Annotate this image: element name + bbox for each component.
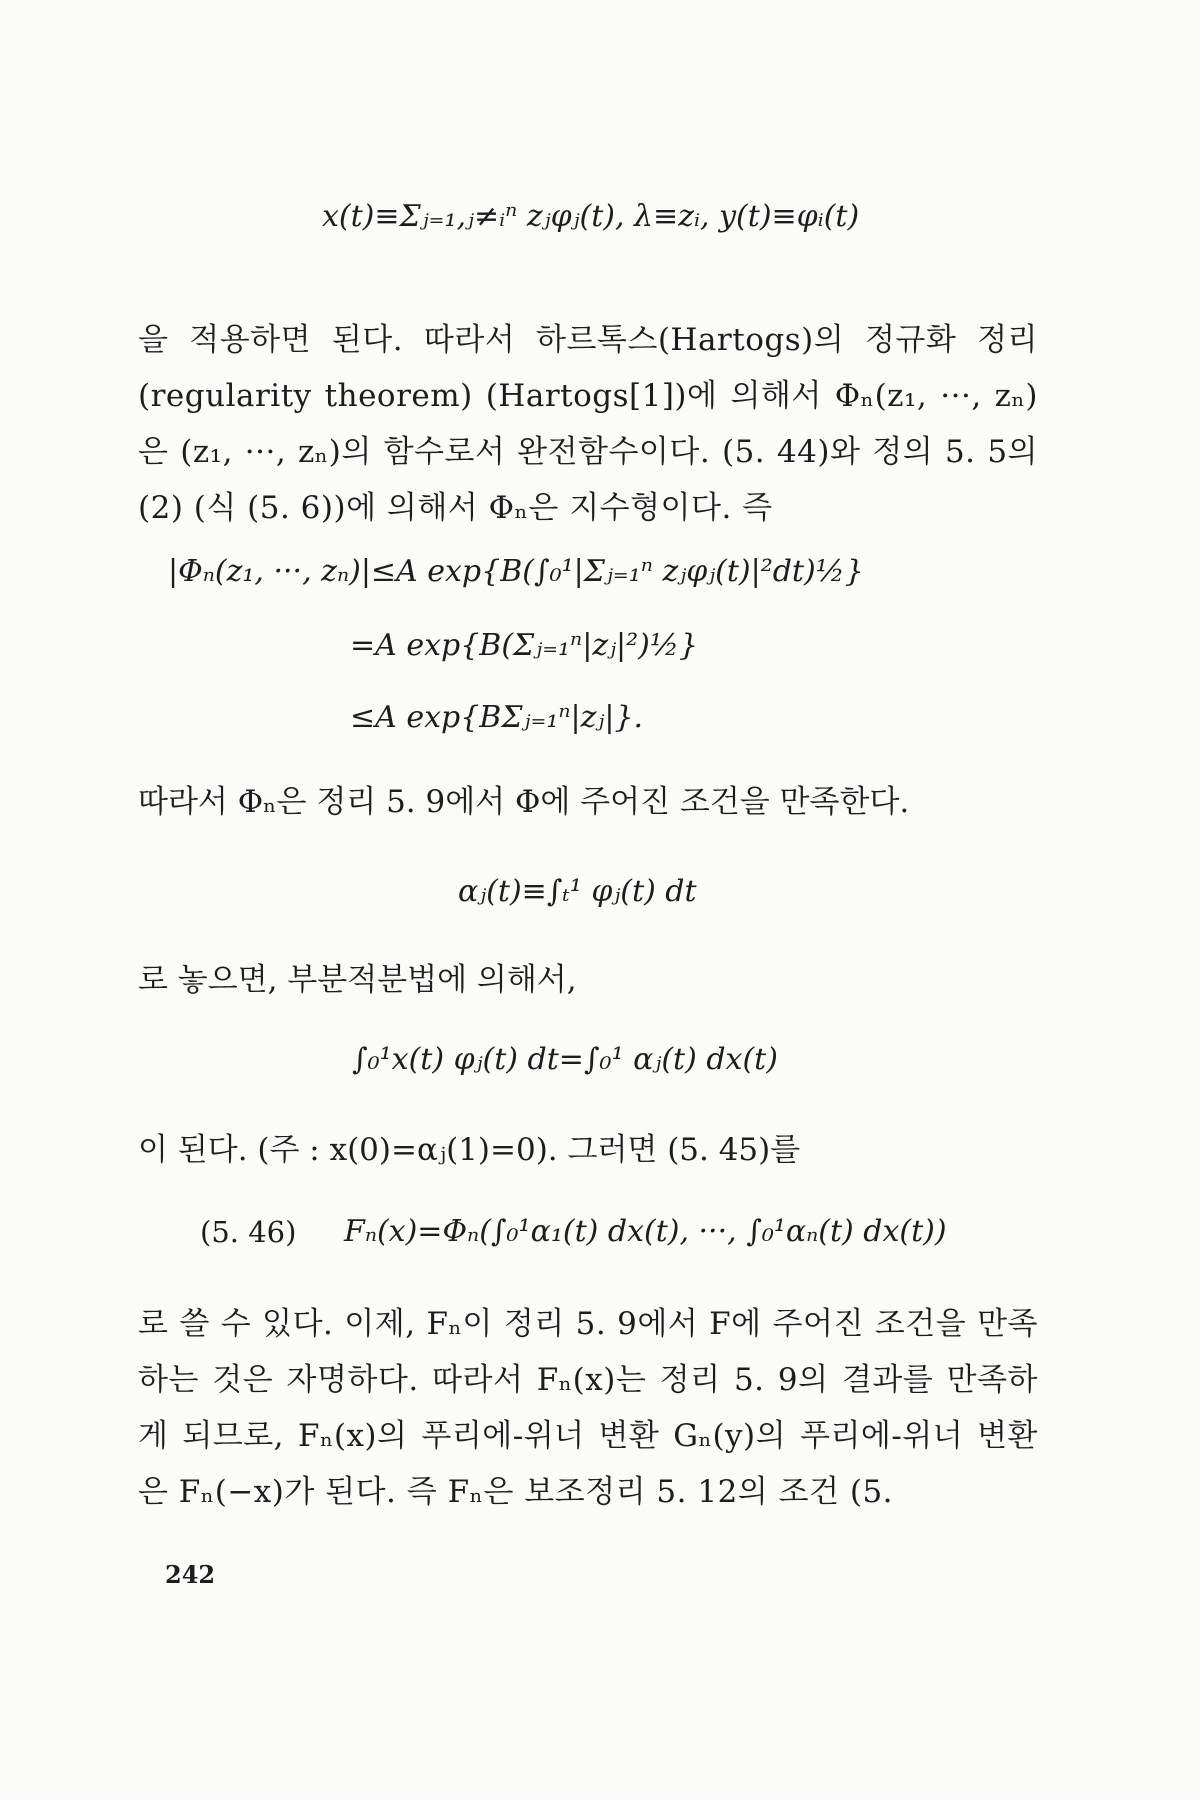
equation-5-46: Fₙ(x)=Φₙ(∫₀¹α₁(t) dx(t), ···, ∫₀¹αₙ(t) dx(t)) [344,1214,947,1249]
inequality-line-3: ≤A exp{BΣⱼ₌₁ⁿ|zⱼ|}. [350,700,644,735]
equation-integration-by-parts: ∫₀¹x(t) φⱼ(t) dt=∫₀¹ αⱼ(t) dx(t) [352,1042,778,1077]
equation-number-5-46: (5. 46) [200,1215,297,1249]
inequality-line-2: =A exp{B(Σⱼ₌₁ⁿ|zⱼ|²)½} [350,628,699,663]
equation-x-definition: x(t)≡Σⱼ₌₁,ⱼ≠ᵢⁿ zⱼφⱼ(t), λ≡zᵢ, y(t)≡φᵢ(t) [322,199,860,234]
paragraph-rewrite-545: 이 된다. (주 : x(0)=αⱼ(1)=0). 그러면 (5. 45)를 [138,1132,801,1168]
equation-alpha-definition: αⱼ(t)≡∫ₜ¹ φⱼ(t) dt [458,874,697,909]
paragraph-hartogs-theorem: 을 적용하면 된다. 따라서 하르톡스(Hartogs)의 정규화 정리 (regularity theorem) (Hartogs[1])에 의해서 Φₙ(z₁, ···, zₙ)은 (z₁, ···, zₙ)의 함수로서 완전함수이다. (5. 44)와 정의 5. 5의 (2) (식 (5. 6))에 의해서 Φₙ은 지수형이다. 즉 [138,322,1038,526]
paragraph-phi-condition: 따라서 Φₙ은 정리 5. 9에서 Φ에 주어진 조건을 만족한다. [138,784,910,820]
page-number: 242 [165,1560,216,1589]
paragraph-integration-by-parts-intro: 로 놓으면, 부분적분법에 의해서, [138,962,577,998]
paragraph-fourier-wiener: 로 쓸 수 있다. 이제, Fₙ이 정리 5. 9에서 F에 주어진 조건을 만족하는 것은 자명하다. 따라서 Fₙ(x)는 정리 5. 9의 결과를 만족하게 되므로, Fₙ(x)의 푸리에-위너 변환 Gₙ(y)의 푸리에-위너 변환은 Fₙ(−x)가 된다. 즉 Fₙ은 보조정리 5. 12의 조건 (5. [138,1306,1038,1510]
inequality-line-1: |Φₙ(z₁, ···, zₙ)|≤A exp{B(∫₀¹|Σⱼ₌₁ⁿ zⱼφⱼ(t)|²dt)½} [168,554,864,589]
